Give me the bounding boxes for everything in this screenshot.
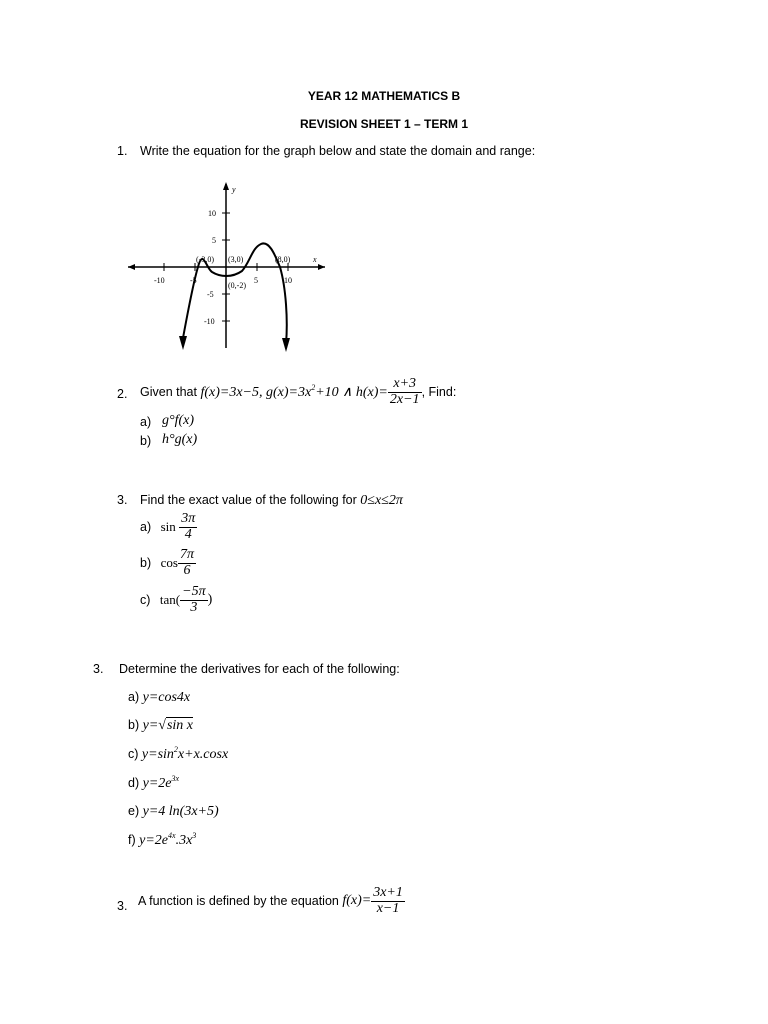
q4-part-f: f) $y=2e^{4x}.3x^3$ — [128, 831, 197, 848]
x-tick-neg10: -10 — [154, 276, 165, 285]
y-tick-10: 10 — [208, 209, 216, 218]
q2-part-a-label: a) — [140, 415, 152, 429]
q5-line — [138, 886, 405, 916]
q5-number: 3. — [117, 899, 128, 913]
q3-line — [140, 493, 403, 509]
q3-part-c-fn: tan( — [159, 592, 181, 608]
q4-part-a-expr: y=cos4x — [142, 690, 191, 705]
x-axis-arrow-left-icon — [128, 264, 135, 270]
q2-part-a-expr: g°f(x) — [162, 413, 195, 428]
y-axis-arrow-icon — [223, 182, 229, 190]
x-axis-arrow-icon — [318, 264, 325, 270]
q3-part-b — [140, 548, 196, 578]
q3-part-c-close: ) — [207, 592, 213, 608]
curve-arrow-left-icon — [179, 336, 187, 350]
q1-number: 1. — [117, 144, 128, 158]
q3-part-b-fraction: $\frac{7\pi}{6}$ — [179, 547, 194, 578]
q3-condition: 0≤x≤2π — [360, 493, 403, 508]
q3-part-b-fn: cos — [160, 555, 178, 571]
q4-part-d-expr: $y=2e^{3x}$ — [142, 774, 180, 791]
point-label-neg3: (-3,0) — [196, 255, 214, 264]
q3-part-a — [140, 512, 197, 542]
q2-lead: Given that — [140, 385, 201, 400]
y-axis-label: y — [232, 185, 236, 194]
point-label-8: (8,0) — [275, 255, 291, 264]
x-axis-label: x — [313, 255, 317, 264]
curve-arrow-right-icon — [282, 338, 290, 352]
q4-text: Determine the derivatives for each of the following: — [119, 662, 400, 676]
q3-part-b-label: b) — [140, 556, 152, 571]
q2-part-b-label: b) — [140, 434, 152, 448]
q3-part-c-fraction: $\frac{-5\pi}{3}$ — [182, 584, 206, 615]
document-subtitle: REVISION SHEET 1 – TERM 1 — [299, 117, 469, 131]
q4-part-e-expr: y=4 ln(3x+5) — [142, 804, 219, 819]
q4-number: 3. — [93, 662, 104, 676]
q4-part-e: e) y=4 ln(3x+5) — [128, 804, 219, 819]
q1-graph — [120, 180, 340, 360]
q1-text: Write the equation for the graph below and state the domain and range: — [140, 144, 536, 158]
q2-number: 2. — [117, 387, 128, 401]
q3-number: 3. — [117, 493, 128, 507]
q3-part-c-label: c) — [140, 593, 151, 608]
q3-part-a-label: a) — [140, 520, 152, 535]
q2-tail: , Find: — [421, 385, 457, 400]
q2-part-b-expr: h°g(x) — [162, 432, 198, 447]
q2-h-fraction: $\frac{x+3}{2x-1}$ — [389, 376, 420, 407]
q3-part-c — [140, 585, 212, 615]
q4-part-b-expr: y=√sin x — [142, 718, 194, 733]
q4-part-a: a) y=cos4x — [128, 690, 191, 705]
q4-part-f-expr: $y=2e^{4x}.3x^3$ — [139, 831, 197, 848]
q3-part-a-fn: sin — [160, 519, 176, 535]
q4-part-c: c) $y=\sin^2x+x.\cos x$ — [128, 745, 229, 762]
q4-part-d: d) $y=2e^{3x}$ — [128, 774, 180, 791]
x-tick-10: 10 — [284, 276, 292, 285]
q3-lead: Find the exact value of the following for — [140, 493, 361, 507]
q2-fg-def: f(x)=3x−5, $g(x)=3x^2+10$ ∧ h(x)= — [200, 382, 388, 400]
y-tick-5: 5 — [212, 236, 216, 245]
document-title: YEAR 12 MATHEMATICS B — [307, 89, 461, 103]
q5-fx: f(x)= — [342, 893, 372, 909]
q3-part-a-fraction: $\frac{3\pi}{4}$ — [181, 511, 196, 542]
q4-part-c-expr: $y=\sin^2x+x.\cos x$ — [141, 745, 229, 762]
q4-part-b: b) y=√sin x — [128, 718, 194, 733]
point-label-3: (3,0) — [228, 255, 244, 264]
q5-lead: A function is defined by the equation — [138, 894, 343, 909]
x-tick-neg5: -5 — [190, 276, 197, 285]
y-tick-neg5: -5 — [207, 290, 214, 299]
q5-fraction: $\frac{3x+1}{x-1}$ — [373, 885, 403, 916]
point-label-0-neg2: (0,-2) — [228, 281, 246, 290]
y-tick-neg10: -10 — [204, 317, 215, 326]
q2-line — [140, 377, 456, 407]
x-tick-5: 5 — [254, 276, 258, 285]
